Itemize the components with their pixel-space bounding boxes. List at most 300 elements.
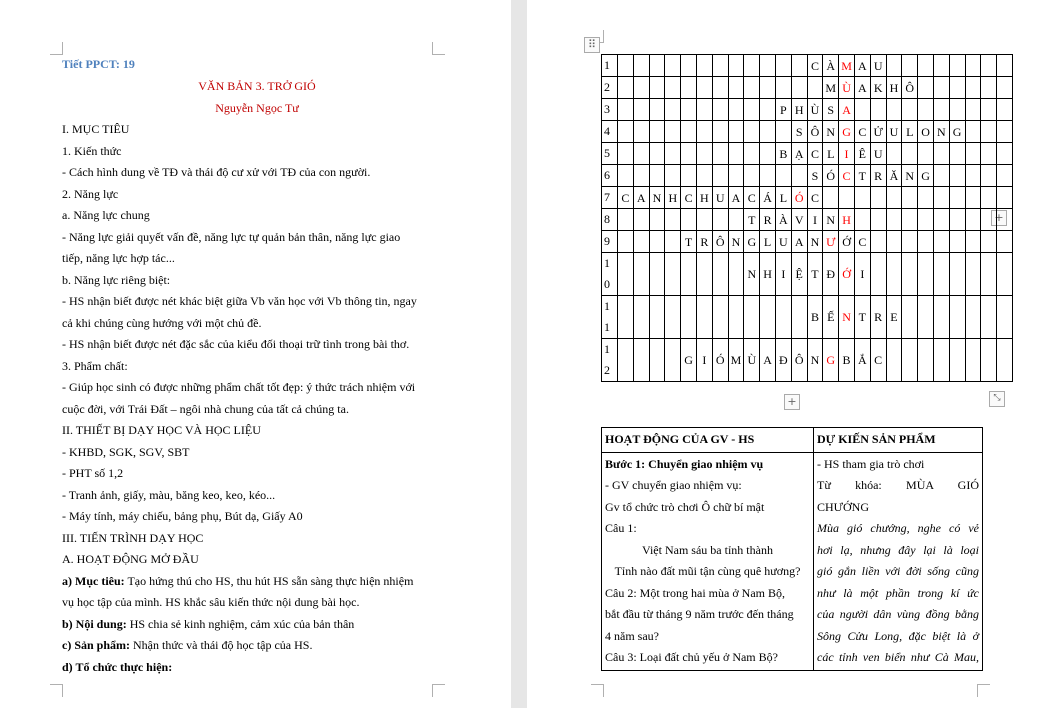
body-line: - Cách hình dung về TĐ và thái độ cư xử với TĐ của con người. bbox=[62, 165, 371, 179]
crossword-cell bbox=[618, 165, 634, 187]
crossword-cell: Ạ bbox=[791, 143, 807, 165]
crossword-cell: Ù bbox=[807, 99, 823, 121]
crossword-cell bbox=[665, 231, 681, 253]
crossword-cell: Ắ bbox=[854, 339, 870, 382]
author-name: Nguyễn Ngọc Tư bbox=[215, 101, 299, 115]
crossword-cell bbox=[886, 187, 902, 209]
crossword-cell: I bbox=[775, 253, 791, 296]
crop-mark bbox=[432, 684, 445, 697]
crossword-cell bbox=[997, 165, 1013, 187]
crossword-cell: B bbox=[839, 339, 855, 382]
body-line: - Tranh ảnh, giấy, màu, băng keo, keo, kéo... bbox=[62, 487, 276, 502]
crossword-cell: N bbox=[933, 121, 949, 143]
expected-product-cell bbox=[814, 452, 983, 670]
crossword-cell: U bbox=[886, 121, 902, 143]
body-line: - KHBD, SGK, SGV, SBT bbox=[62, 444, 190, 459]
crossword-cell: C bbox=[807, 143, 823, 165]
crossword-cell bbox=[633, 143, 649, 165]
crossword-cell bbox=[791, 77, 807, 99]
explanation-line: như là một phần trong kí ức bbox=[817, 585, 979, 600]
crossword-cell: N bbox=[902, 165, 918, 187]
crossword-cell bbox=[870, 187, 886, 209]
procedure-value: HS chia sẻ kinh nghiệm, cảm xúc của bản thân bbox=[126, 616, 355, 631]
task-line: Gv tổ chức trò chơi Ô chữ bí mật bbox=[605, 499, 765, 514]
procedure-line bbox=[62, 657, 502, 679]
crossword-cell bbox=[981, 253, 997, 296]
table-resize-handle-icon[interactable]: ⤡ bbox=[989, 391, 1005, 407]
crossword-cell bbox=[681, 99, 697, 121]
keyword-letter: Ư bbox=[823, 231, 839, 253]
answer-line: - HS tham gia trò chơi bbox=[817, 456, 925, 471]
crossword-cell bbox=[870, 209, 886, 231]
crossword-cell bbox=[744, 165, 760, 187]
crossword-cell bbox=[886, 231, 902, 253]
procedure-key: a) Mục tiêu: bbox=[62, 573, 125, 588]
crossword-cell: M bbox=[728, 339, 744, 382]
keyword-line: CHƯỚNG bbox=[817, 499, 869, 514]
crossword-cell bbox=[902, 209, 918, 231]
crossword-cell bbox=[681, 55, 697, 77]
crossword-cell bbox=[649, 339, 665, 382]
crossword-cell bbox=[997, 231, 1013, 253]
crossword-cell: H bbox=[791, 99, 807, 121]
crossword-cell: N bbox=[744, 253, 760, 296]
keyword-letter: G bbox=[823, 339, 839, 382]
crossword-cell bbox=[918, 99, 934, 121]
crossword-cell: L bbox=[902, 121, 918, 143]
crossword-cell: R bbox=[696, 231, 712, 253]
crossword-cell: H bbox=[886, 77, 902, 99]
crossword-cell: G bbox=[681, 339, 697, 382]
activity-table bbox=[601, 427, 983, 671]
crossword-cell bbox=[633, 231, 649, 253]
crossword-cell bbox=[696, 143, 712, 165]
procedure-key: d) Tổ chức thực hiện: bbox=[62, 659, 173, 674]
crossword-cell bbox=[965, 55, 981, 77]
section-heading: III. TIẾN TRÌNH DẠY HỌC bbox=[62, 530, 204, 545]
crossword-cell bbox=[665, 121, 681, 143]
crossword-cell bbox=[649, 99, 665, 121]
crossword-cell bbox=[775, 55, 791, 77]
row-number: 1 1 bbox=[602, 296, 618, 339]
crossword-cell bbox=[712, 121, 728, 143]
crossword-cell bbox=[681, 143, 697, 165]
crossword-cell bbox=[775, 77, 791, 99]
crossword-cell bbox=[902, 231, 918, 253]
crossword-cell: Á bbox=[760, 187, 776, 209]
crossword-cell bbox=[649, 55, 665, 77]
crossword-cell bbox=[744, 121, 760, 143]
crossword-cell bbox=[649, 165, 665, 187]
crossword-cell bbox=[997, 253, 1013, 296]
crossword-cell bbox=[696, 296, 712, 339]
crossword-cell: C bbox=[744, 187, 760, 209]
crossword-cell bbox=[744, 55, 760, 77]
crossword-cell bbox=[618, 209, 634, 231]
explanation-line: Sông Cửu Long, đặc biệt là ở bbox=[817, 628, 979, 643]
col-header-activity: HOẠT ĐỘNG CỦA GV - HS bbox=[602, 428, 814, 453]
crossword-cell bbox=[965, 253, 981, 296]
crossword-cell: À bbox=[775, 209, 791, 231]
crossword-cell bbox=[696, 165, 712, 187]
crossword-row bbox=[602, 99, 1013, 121]
section-heading: A. HOẠT ĐỘNG MỞ ĐẦU bbox=[62, 552, 199, 566]
crossword-cell: T bbox=[807, 253, 823, 296]
crossword-row bbox=[602, 121, 1013, 143]
col-header-product: DỰ KIẾN SẢN PHẨM bbox=[814, 428, 983, 453]
crossword-cell: G bbox=[918, 165, 934, 187]
crossword-cell: A bbox=[854, 77, 870, 99]
crossword-cell bbox=[618, 99, 634, 121]
crossword-cell: S bbox=[791, 121, 807, 143]
crossword-cell bbox=[649, 143, 665, 165]
crossword-cell bbox=[997, 121, 1013, 143]
section-heading: b. Năng lực riêng biệt: bbox=[62, 272, 171, 287]
crossword-cell bbox=[997, 99, 1013, 121]
crossword-row bbox=[602, 143, 1013, 165]
crossword-cell: A bbox=[633, 187, 649, 209]
right-page bbox=[527, 0, 1051, 708]
crossword-cell bbox=[728, 253, 744, 296]
crossword-cell: Ô bbox=[791, 339, 807, 382]
section-heading: I. MỤC TIÊU bbox=[62, 122, 130, 136]
crossword-cell bbox=[997, 77, 1013, 99]
crossword-cell bbox=[665, 143, 681, 165]
crossword-cell bbox=[791, 296, 807, 339]
crossword-cell: N bbox=[807, 231, 823, 253]
crossword-cell bbox=[886, 55, 902, 77]
crossword-cell: I bbox=[854, 253, 870, 296]
crossword-cell bbox=[949, 165, 965, 187]
crossword-cell bbox=[728, 121, 744, 143]
crossword-cell bbox=[870, 99, 886, 121]
crossword-cell bbox=[965, 339, 981, 382]
explanation-line: của người dân vùng đồng bằng bbox=[817, 607, 979, 621]
crossword-cell: S bbox=[807, 165, 823, 187]
document-title: VĂN BẢN 3. TRỞ GIÓ bbox=[198, 79, 316, 93]
procedure-value: Nhận thức và thái độ học tập của HS. bbox=[130, 638, 313, 652]
crossword-cell: T bbox=[681, 231, 697, 253]
body-line: - Năng lực giải quyết vấn đề, năng lực tự quản bản thân, năng lực giao bbox=[62, 229, 401, 244]
task-line: - GV chuyển giao nhiệm vụ: bbox=[605, 478, 742, 492]
crossword-cell bbox=[886, 209, 902, 231]
crossword-cell bbox=[696, 253, 712, 296]
left-page bbox=[0, 0, 511, 708]
crossword-cell bbox=[649, 296, 665, 339]
poem-line: Tỉnh nào đất mũi tận cùng quê hương? bbox=[614, 564, 801, 578]
crossword-cell bbox=[886, 253, 902, 296]
crossword-cell: R bbox=[870, 165, 886, 187]
crossword-cell bbox=[618, 231, 634, 253]
crossword-cell bbox=[696, 99, 712, 121]
crossword-cell bbox=[965, 165, 981, 187]
crossword-cell: M bbox=[823, 77, 839, 99]
crossword-cell: K bbox=[870, 77, 886, 99]
crossword-cell: I bbox=[696, 339, 712, 382]
crossword-cell: Ớ bbox=[839, 231, 855, 253]
crossword-cell bbox=[791, 165, 807, 187]
crossword-cell bbox=[965, 209, 981, 231]
question-line: 4 năm sau? bbox=[605, 628, 659, 643]
crossword-cell bbox=[775, 121, 791, 143]
crossword-cell: Ô bbox=[902, 77, 918, 99]
crossword-cell bbox=[965, 77, 981, 99]
crossword-grid bbox=[601, 54, 1013, 382]
crossword-row bbox=[602, 253, 1013, 296]
section-heading: II. THIẾT BỊ DẠY HỌC VÀ HỌC LIỆU bbox=[62, 423, 261, 437]
crossword-cell bbox=[981, 143, 997, 165]
crossword-cell bbox=[728, 143, 744, 165]
crossword-cell bbox=[933, 55, 949, 77]
crossword-cell bbox=[918, 143, 934, 165]
crossword-cell bbox=[744, 296, 760, 339]
crossword-cell: L bbox=[760, 231, 776, 253]
crossword-cell bbox=[918, 187, 934, 209]
question-line: Câu 3: Loại đất chủ yếu ở Nam Bộ? bbox=[605, 650, 778, 664]
crossword-cell bbox=[649, 253, 665, 296]
keyword-letter: C bbox=[839, 165, 855, 187]
procedure-key: c) Sản phẩm: bbox=[62, 638, 131, 652]
crossword-cell: C bbox=[681, 187, 697, 209]
crossword-cell bbox=[633, 55, 649, 77]
crossword-cell bbox=[665, 165, 681, 187]
crossword-cell bbox=[633, 121, 649, 143]
crossword-cell: N bbox=[807, 339, 823, 382]
crossword-cell bbox=[886, 339, 902, 382]
crossword-cell: Đ bbox=[823, 253, 839, 296]
row-number: 1 bbox=[602, 55, 618, 77]
keyword-letter: N bbox=[839, 296, 855, 339]
insert-row-icon[interactable]: + bbox=[784, 394, 800, 410]
explanation-line: gió gắn liền với đời sống cũng bbox=[817, 564, 979, 578]
crossword-cell bbox=[791, 55, 807, 77]
crossword-cell bbox=[775, 296, 791, 339]
crossword-cell: Đ bbox=[775, 339, 791, 382]
keyword-line: Từ khóa: MÙA GIÓ bbox=[817, 478, 979, 492]
crossword-cell bbox=[949, 55, 965, 77]
crossword-cell: N bbox=[649, 187, 665, 209]
crossword-cell bbox=[681, 165, 697, 187]
crossword-cell bbox=[949, 143, 965, 165]
crossword-cell bbox=[728, 209, 744, 231]
crossword-cell bbox=[965, 121, 981, 143]
crossword-cell bbox=[981, 121, 997, 143]
keyword-letter: I bbox=[839, 143, 855, 165]
crossword-cell: T bbox=[744, 209, 760, 231]
table-move-handle-icon[interactable]: ⠿ bbox=[584, 37, 600, 53]
crossword-cell bbox=[933, 296, 949, 339]
crossword-cell bbox=[997, 55, 1013, 77]
crossword-cell bbox=[918, 209, 934, 231]
crossword-cell bbox=[760, 143, 776, 165]
crossword-cell bbox=[949, 296, 965, 339]
crossword-cell bbox=[933, 187, 949, 209]
crossword-cell bbox=[997, 339, 1013, 382]
crossword-cell bbox=[854, 187, 870, 209]
crossword-cell bbox=[918, 77, 934, 99]
crossword-row bbox=[602, 296, 1013, 339]
crossword-cell bbox=[665, 209, 681, 231]
crossword-cell bbox=[633, 339, 649, 382]
crossword-cell bbox=[744, 77, 760, 99]
crossword-cell bbox=[744, 99, 760, 121]
crossword-row bbox=[602, 77, 1013, 99]
crossword-row bbox=[602, 165, 1013, 187]
crossword-cell bbox=[933, 99, 949, 121]
crossword-cell: Ă bbox=[886, 165, 902, 187]
crossword-cell bbox=[981, 187, 997, 209]
question-line: Câu 2: Một trong hai mùa ở Nam Bộ, bbox=[605, 585, 785, 600]
crossword-cell bbox=[665, 77, 681, 99]
crossword-cell: R bbox=[760, 209, 776, 231]
crossword-cell bbox=[933, 209, 949, 231]
crossword-cell: U bbox=[870, 55, 886, 77]
crossword-cell: E bbox=[886, 296, 902, 339]
crossword-row bbox=[602, 55, 1013, 77]
procedure-line bbox=[62, 592, 502, 614]
crossword-cell bbox=[886, 99, 902, 121]
crossword-cell bbox=[918, 55, 934, 77]
crossword-cell bbox=[918, 339, 934, 382]
question-line: bắt đầu từ tháng 9 năm trước đến tháng bbox=[605, 607, 794, 621]
crossword-cell bbox=[902, 339, 918, 382]
row-number: 8 bbox=[602, 209, 618, 231]
explanation-line: hơi lạ, nhưng đây lại là loại bbox=[817, 542, 979, 557]
crossword-cell bbox=[760, 77, 776, 99]
crossword-cell: Ô bbox=[712, 231, 728, 253]
keyword-letter: M bbox=[839, 55, 855, 77]
crossword-cell bbox=[618, 121, 634, 143]
body-line: - PHT số 1,2 bbox=[62, 466, 124, 480]
crossword-cell: C bbox=[854, 231, 870, 253]
keyword-letter: G bbox=[839, 121, 855, 143]
insert-column-icon[interactable]: + bbox=[991, 210, 1007, 226]
body-line: cuộc đời, với Trái Đất – ngôi nhà chung của tất cả chúng ta. bbox=[62, 401, 349, 416]
crossword-cell: U bbox=[775, 231, 791, 253]
crossword-cell bbox=[933, 253, 949, 296]
keyword-letter: H bbox=[839, 209, 855, 231]
poem-line: Việt Nam sáu ba tỉnh thành bbox=[642, 542, 773, 557]
crossword-cell: P bbox=[775, 99, 791, 121]
crossword-cell: A bbox=[854, 55, 870, 77]
crossword-cell: V bbox=[791, 209, 807, 231]
crossword-cell bbox=[949, 209, 965, 231]
crossword-cell bbox=[744, 143, 760, 165]
crossword-cell bbox=[633, 296, 649, 339]
crossword-cell bbox=[665, 339, 681, 382]
crossword-cell bbox=[712, 209, 728, 231]
crossword-cell: L bbox=[823, 143, 839, 165]
crossword-cell: Ệ bbox=[791, 253, 807, 296]
crossword-row bbox=[602, 231, 1013, 253]
crossword-cell: A bbox=[728, 187, 744, 209]
crossword-cell bbox=[633, 209, 649, 231]
crossword-cell bbox=[918, 253, 934, 296]
crossword-cell: Ó bbox=[712, 339, 728, 382]
crossword-cell bbox=[902, 253, 918, 296]
crossword-cell: Ế bbox=[823, 296, 839, 339]
crossword-cell: Ử bbox=[870, 121, 886, 143]
crossword-cell bbox=[933, 339, 949, 382]
crossword-cell bbox=[728, 77, 744, 99]
crossword-cell: U bbox=[712, 187, 728, 209]
question-label: Câu 1: bbox=[605, 521, 637, 535]
crossword-cell bbox=[712, 99, 728, 121]
crossword-row bbox=[602, 209, 1013, 231]
crossword-cell bbox=[949, 253, 965, 296]
section-heading: 2. Năng lực bbox=[62, 186, 119, 201]
crossword-cell bbox=[902, 187, 918, 209]
crossword-cell bbox=[918, 296, 934, 339]
crossword-cell bbox=[649, 209, 665, 231]
crossword-cell: C bbox=[807, 55, 823, 77]
crossword-cell bbox=[997, 187, 1013, 209]
crossword-cell: C bbox=[618, 187, 634, 209]
crossword-cell bbox=[981, 231, 997, 253]
crossword-cell bbox=[618, 339, 634, 382]
crossword-cell bbox=[949, 339, 965, 382]
row-number: 5 bbox=[602, 143, 618, 165]
crossword-cell bbox=[965, 143, 981, 165]
crossword-cell bbox=[981, 296, 997, 339]
crossword-cell bbox=[696, 209, 712, 231]
crossword-cell: L bbox=[775, 187, 791, 209]
crossword-cell bbox=[618, 296, 634, 339]
crossword-cell bbox=[981, 77, 997, 99]
crossword-cell bbox=[997, 296, 1013, 339]
body-line: - Giúp học sinh có được những phẩm chất tốt đẹp: ý thức trách nhiệm với bbox=[62, 380, 416, 394]
crossword-cell bbox=[760, 296, 776, 339]
section-heading: a. Năng lực chung bbox=[62, 208, 150, 222]
crossword-cell bbox=[665, 55, 681, 77]
procedure-line bbox=[62, 635, 502, 657]
crossword-cell: S bbox=[823, 99, 839, 121]
crossword-cell bbox=[981, 209, 997, 231]
crossword-cell bbox=[665, 253, 681, 296]
crop-mark bbox=[50, 684, 63, 697]
crossword-cell bbox=[854, 209, 870, 231]
section-heading: 1. Kiến thức bbox=[62, 143, 122, 158]
row-number: 7 bbox=[602, 187, 618, 209]
crossword-cell bbox=[618, 55, 634, 77]
crossword-cell: N bbox=[823, 209, 839, 231]
crossword-cell bbox=[902, 296, 918, 339]
crossword-cell bbox=[997, 209, 1013, 231]
crossword-cell bbox=[618, 77, 634, 99]
crossword-cell bbox=[981, 165, 997, 187]
crossword-cell bbox=[728, 165, 744, 187]
row-number: 4 bbox=[602, 121, 618, 143]
crossword-cell: R bbox=[870, 296, 886, 339]
row-number: 3 bbox=[602, 99, 618, 121]
crossword-cell bbox=[949, 99, 965, 121]
crossword-cell bbox=[681, 77, 697, 99]
crossword-cell: U bbox=[870, 143, 886, 165]
crossword-cell bbox=[712, 165, 728, 187]
crossword-cell bbox=[839, 187, 855, 209]
crossword-cell: B bbox=[775, 143, 791, 165]
explanation-line: các tỉnh ven biển như Cà Mau, bbox=[817, 650, 979, 664]
crossword-cell bbox=[681, 209, 697, 231]
crossword-cell bbox=[981, 339, 997, 382]
crossword-row bbox=[602, 187, 1013, 209]
crossword-cell: G bbox=[949, 121, 965, 143]
crossword-cell bbox=[760, 121, 776, 143]
crossword-cell bbox=[712, 143, 728, 165]
procedure-value: vụ học tập của mình. HS khắc sâu kiến thức nội dung bài học. bbox=[62, 595, 360, 609]
crossword-cell bbox=[681, 253, 697, 296]
crossword-cell bbox=[902, 143, 918, 165]
